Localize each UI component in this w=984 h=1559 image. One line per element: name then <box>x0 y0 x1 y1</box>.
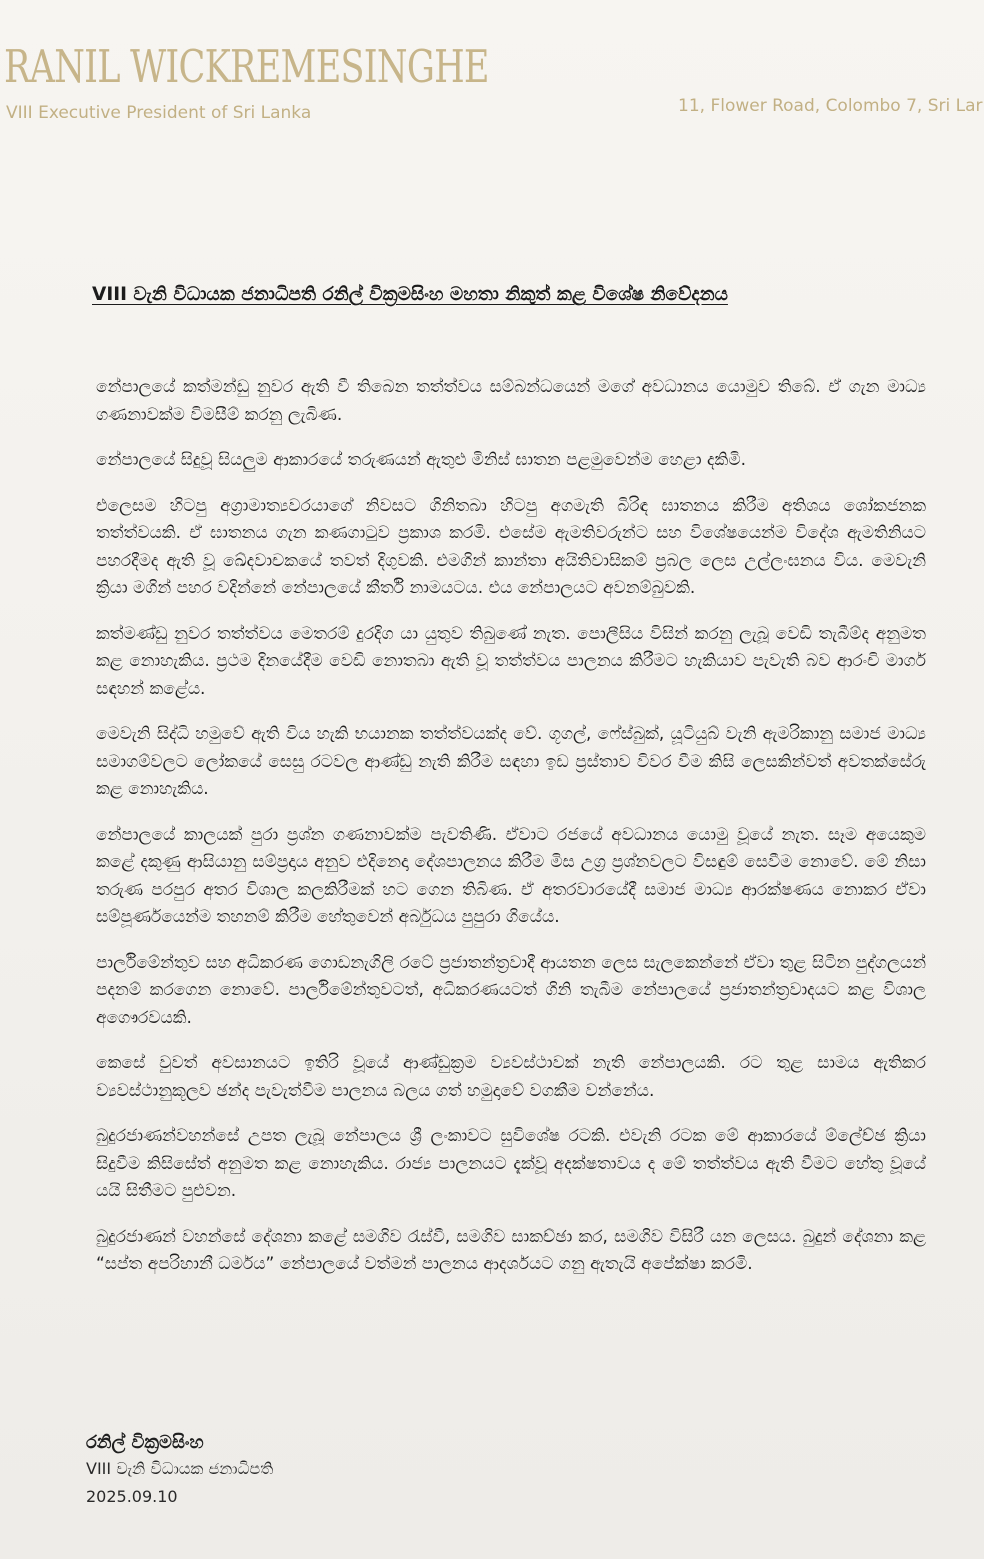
signature-date: 2025.09.10 <box>86 1487 178 1506</box>
paragraph: එලෙසම හිටපු අග්‍රාමාත්‍යවරයාගේ නිවසට ගිනිතබා හිටපු අගමැති බිරිඳ ඝාතනය කිරීම අතිශය ශෝකජනක තත්ත්වයකි. ඒ ඝාතනය ගැන කණගාටුව ප්‍රකාශ කරමි. එසේම ඇමතිවරුන්ට සහ විශේෂයෙන්ම විදේශ ඇමතිනියට පහරදීමද ඇති වූ ඛේදවාචකයේ තවත් දිගුවකි. එමගින් කාන්තා අයිතිවාසිකම් ප්‍රබල ලෙස උල්ලංඝනය විය. මෙවැනි ක්‍රියා මගින් පහර වදින්නේ නේපාලයේ කීර්ති නාමයටය. එය නේපාලයට අවනම්බුවකි. <box>96 495 926 598</box>
paragraph: පාර්ලිමේන්තුව සහ අධිකරණ ගොඩනැගිලි රටේ ප්‍රජාතන්ත්‍රවාදී ආයතන ලෙස සැලකෙන්නේ ඒවා තුළ සිටින පුද්ගලයන් පදනම් කරගෙන නොවේ. පාර්ලිමේන්තුවටත්, අධිකරණයටත් ගිනි තැබීම නේපාලයේ ප්‍රජාතන්ත්‍රවාදයට කළ විශාල අගෞරවයකි. <box>96 952 926 1028</box>
signature-name: රනිල් වික්‍රමසිංහ <box>86 1432 204 1453</box>
signature-title: VIII වැනි විධායක ජනාධිපති <box>86 1459 274 1478</box>
paragraph: කෙසේ වුවත් අවසානයට ඉතිරි වූයේ ආණ්ඩුක්‍රම ව්‍යවස්ථාවක් නැති නේපාලයකි. රට තුළ සාමය ඇතිකර ව්‍යවස්ථානුකූලව ඡන්ද පැවැත්වීම පාලනය බලය ගත් හමුදාවේ වගකීම වන්නේය. <box>96 1053 926 1101</box>
paragraph: බුදුරජාණන්වහන්සේ උපත ලැබූ නේපාලය ශ්‍රී ලංකාවට සුවිශේෂ රටකි. එවැනි රටක මේ ආකාරයේ ම්ලේච්ඡ ක්‍රියා සිදුවීම කිසිසේත් අනුමත කළ නොහැකිය. රාජ්‍ය පාලනයට දැක්වූ අදක්ෂතාවය ද මේ තත්ත්වය ඇති වීමට හේතු වූයේ යයි සිතීමට පුළුවන. <box>96 1126 926 1201</box>
paragraph: කත්මණ්ඩු නුවර තත්ත්වය මෙතරම් දුරදිග යා යුතුව තිබුණේ නැත. පොලීසිය විසින් කරනු ලැබූ වෙඩි තැබීම්ද අනුමත කළ නොහැකිය. ප්‍රථම දිනයේදීම වෙඩි නොතබා ඇති වූ තත්ත්වය පාලනය කිරීමට හැකියාව පැවැති බව ආරංචි මාර්ග සඳහන් කළේය. <box>96 623 926 699</box>
paragraph: මෙවැනි සිද්ධි හමුවේ ඇති විය හැකි භයානක තත්ත්වයක්ද වේ. ගූගල්, ෆේස්බුක්, යූටියුබ් වැනි ඇමරිකානු සමාජ මාධ්‍ය සමාගම්වලට ලෝකයේ සෙසු රටවල ආණ්ඩු නැති කිරීම සඳහා ඉඩ ප්‍රස්තාව විවර වීම කිසි ලෙසකින්වත් අවතක්සේරු කළ නොහැකිය. <box>96 724 926 799</box>
paragraph: නේපාලයේ සිදුවූ සියලුම ආකාරයේ තරුණයන් ඇතුළු මිනිස් ඝාතන පළමුවෙන්ම හෙළා දකිමි. <box>96 450 746 470</box>
letterhead-name: RANIL WICKREMESINGHE <box>4 40 489 93</box>
paragraph: නේපාලයේ කාලයක් පුරා ප්‍රශ්න ගණනාවක්ම පැවතිණි. ඒවාට රජයේ අවධානය යොමු වූයේ නැත. සෑම අයෙකුම කළේ දකුණු ආසියානු සම්ප්‍රදාය අනුව එදිනෙදා දේශපාලනය කිරීම මිස උග්‍ර ප්‍රශ්නවලට විසඳුම් සෙවීම නොවේ. මේ නිසා තරුණ පරපුර අතර විශාල කලකිරීමක් හට ගෙන තිබිණ. ඒ අතරවාරයේදී සමාජ මාධ්‍ය ආරක්ෂණය නොකර ඒවා සම්පූර්ණයෙන්ම තහනම් කිරීම හේතුවෙන් අර්බුධය පුපුරා ගියේය. <box>96 824 926 927</box>
letterhead-subtitle: VIII Executive President of Sri Lanka <box>6 103 312 123</box>
paragraph: නේපාලයේ කත්මන්ඩු නුවර ඇති වී තිබෙන තත්ත්වය සම්බන්ධයෙන් මගේ අවධානය යොමුව තිබේ. ඒ ගැන මාධ්‍ය ගණනාවක්ම විමසීම් කරනු ලැබිණ. <box>96 377 926 425</box>
statement-body <box>96 374 926 1297</box>
paragraph: බුදුරජාණන් වහන්සේ දේශනා කළේ සමගිව රැස්වී, සමගිව සාකච්ඡා කර, සමගිව විසිරී යන ලෙසය. බුදුන් දේශනා කළ “සප්ත අපරිහානී ධර්මය” නේපාලයේ වත්මන් පාලනය ආදර්ශයට ගනු ඇතැයි අපේක්ෂා කරමි. <box>96 1226 926 1274</box>
statement-title: VIII වැනි විධායක ජනාධිපති රනිල් වික්‍රමසිංහ මහතා නිකුත් කළ විශේෂ නිවේදනය <box>92 284 728 305</box>
signature-block <box>86 1432 273 1514</box>
letterhead-address: 11, Flower Road, Colombo 7, Sri Lar <box>678 96 983 116</box>
